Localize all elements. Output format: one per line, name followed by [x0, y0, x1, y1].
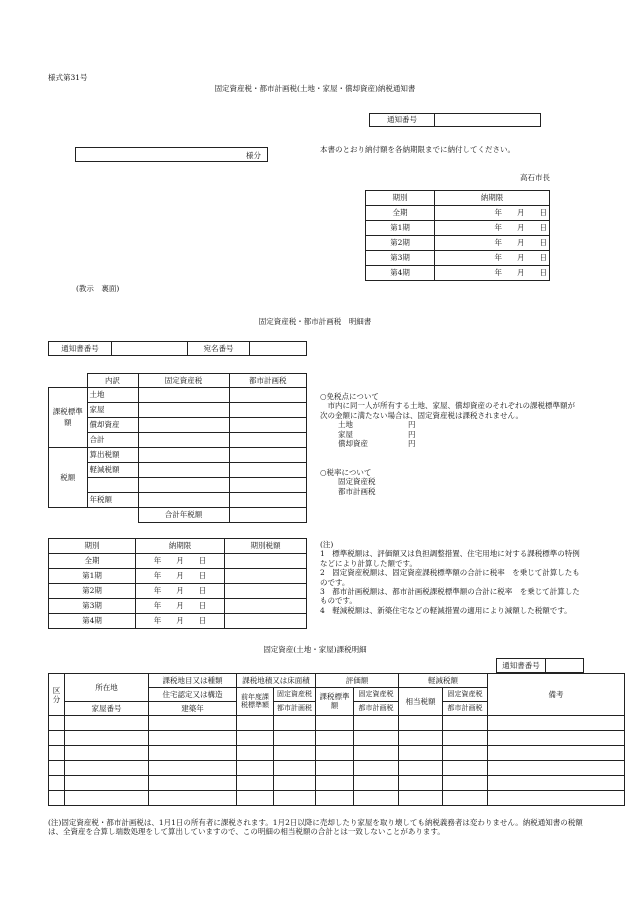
exemption-section: ○免税点について 市内に同一人が所有する土地、家屋、償却資産のそれぞれの課税標準額が次の金額に満たない場合は、固定資産税は課税されません。 土地 円 家屋 円 償却資産 円 [320, 392, 580, 448]
addressee-no-value[interactable] [250, 342, 307, 356]
table-row: 第3期 年 月 日 [49, 599, 307, 614]
rates-section: ○税率について 固定資産税 都市計画税 [320, 468, 376, 496]
notice-number-value[interactable] [435, 114, 541, 127]
table-row: 第2期 年 月 日 [49, 584, 307, 599]
mayor-name: 高石市長 [520, 173, 550, 182]
notes-section: (注) 1 標準税額は、評価額又は負担調整措置、住宅用地に対する課税標準の特例などにより計算した額です。 2 固定資産税額は、固定資産課税標準額の合計に税率 を乗じて計算したものです。 3 都市計画税額は、都市計画税課税標準額の合計に税率 を乗じて計算したものです。 4 軽減税額は、新築住宅などの軽減措置の適用により減額した税額です。 [320, 540, 580, 615]
exemption-heading: ○免税点について [320, 392, 379, 401]
table-row: 第1期 年 月 日 [366, 221, 550, 236]
table-row [49, 731, 625, 746]
form-number: 様式第31号 [48, 73, 88, 82]
tax-amount-group: 税額 [49, 448, 88, 508]
addressee-suffix: 様分 [246, 151, 261, 160]
footer-note: (注)固定資産税・都市計画税は、1月1日の所有者に課税されます。1月2日以降に売却したり家屋を取り壊しても納税義務者は変わりません。納税通知書の税額は、全資産を合算し端数処理をして算出していますので、この明細の相当税額の合計とは一致しないことがあります。 [48, 818, 583, 837]
tax-base-group: 課税標準額 [49, 388, 88, 448]
payment-period-table [365, 190, 550, 281]
total-annual-tax-label: 合計年税額 [138, 508, 229, 523]
notice-number-label: 通知番号 [370, 114, 435, 127]
notice-no-value[interactable] [112, 342, 188, 356]
table-row: 第3期 年 月 日 [366, 251, 550, 266]
addressee-box[interactable] [75, 147, 268, 162]
table-row: 全期 年 月 日 [366, 206, 550, 221]
table-row: 第2期 年 月 日 [366, 236, 550, 251]
payment-message: 本書のとおり納付額を各納期限までに納付してください。 [320, 145, 515, 154]
exemption-body: 市内に同一人が所有する土地、家屋、償却資産のそれぞれの課税標準額が次の金額に満たない場合は、固定資産税は課税されません。 [320, 401, 575, 420]
table-row [49, 791, 625, 806]
detail-title: 固定資産税・都市計画税 明細書 [258, 317, 372, 326]
header-due-date: 納期限 [435, 191, 550, 206]
table-row [49, 776, 625, 791]
table-row [49, 746, 625, 761]
addressee-no-label: 宛名番号 [188, 342, 250, 356]
notice-no-label: 通知書番号 [49, 342, 112, 356]
table-row: 全期 年 月 日 [49, 554, 307, 569]
id-row [48, 341, 307, 356]
table-row: 第1期 年 月 日 [49, 569, 307, 584]
notice-title: 固定資産税・都市計画税(土地・家屋・償却資産)納税通知書 [214, 84, 416, 93]
rates-heading: ○税率について [320, 468, 372, 477]
table-row [49, 716, 625, 731]
header-period: 期別 [366, 191, 435, 206]
period-tax-table: 期別 納期限 期別税額 全期 年 月 日 第1期 年 月 日 第2期 年 月 日 第3期 年 月 日 第4期 年 月 日 [48, 538, 307, 629]
total-annual-tax-value [229, 508, 307, 523]
table-row [49, 761, 625, 776]
table-row: 第4期 年 月 日 [49, 614, 307, 629]
tax-breakdown-table: 内訳 固定資産税 都市計画税 課税標準額 土地 家屋 償却資産 合計 税額 算出税額 軽減税額 年税額 合計年税額 [48, 373, 307, 523]
property-detail-table: 区分 所在地 課税地目又は種類 課税地積又は床面積 評価額 軽減税額 備考 住宅認定又は構造 前年度課税標準額 固定資産税 課税標準額 固定資産税 相当税額 固定資産税 家屋番号 建築年 都市計画税 都市計画税 都市計画税 [48, 673, 625, 806]
property-notice-box: 通知書番号 [496, 658, 584, 673]
back-instruction: (教示 裏面) [76, 284, 120, 293]
table-row: 第4期 年 月 日 [366, 266, 550, 281]
kubun-header: 区分 [49, 674, 65, 716]
notice-number-box [369, 113, 541, 127]
property-title: 固定資産(土地・家屋)課税明細 [263, 645, 367, 654]
